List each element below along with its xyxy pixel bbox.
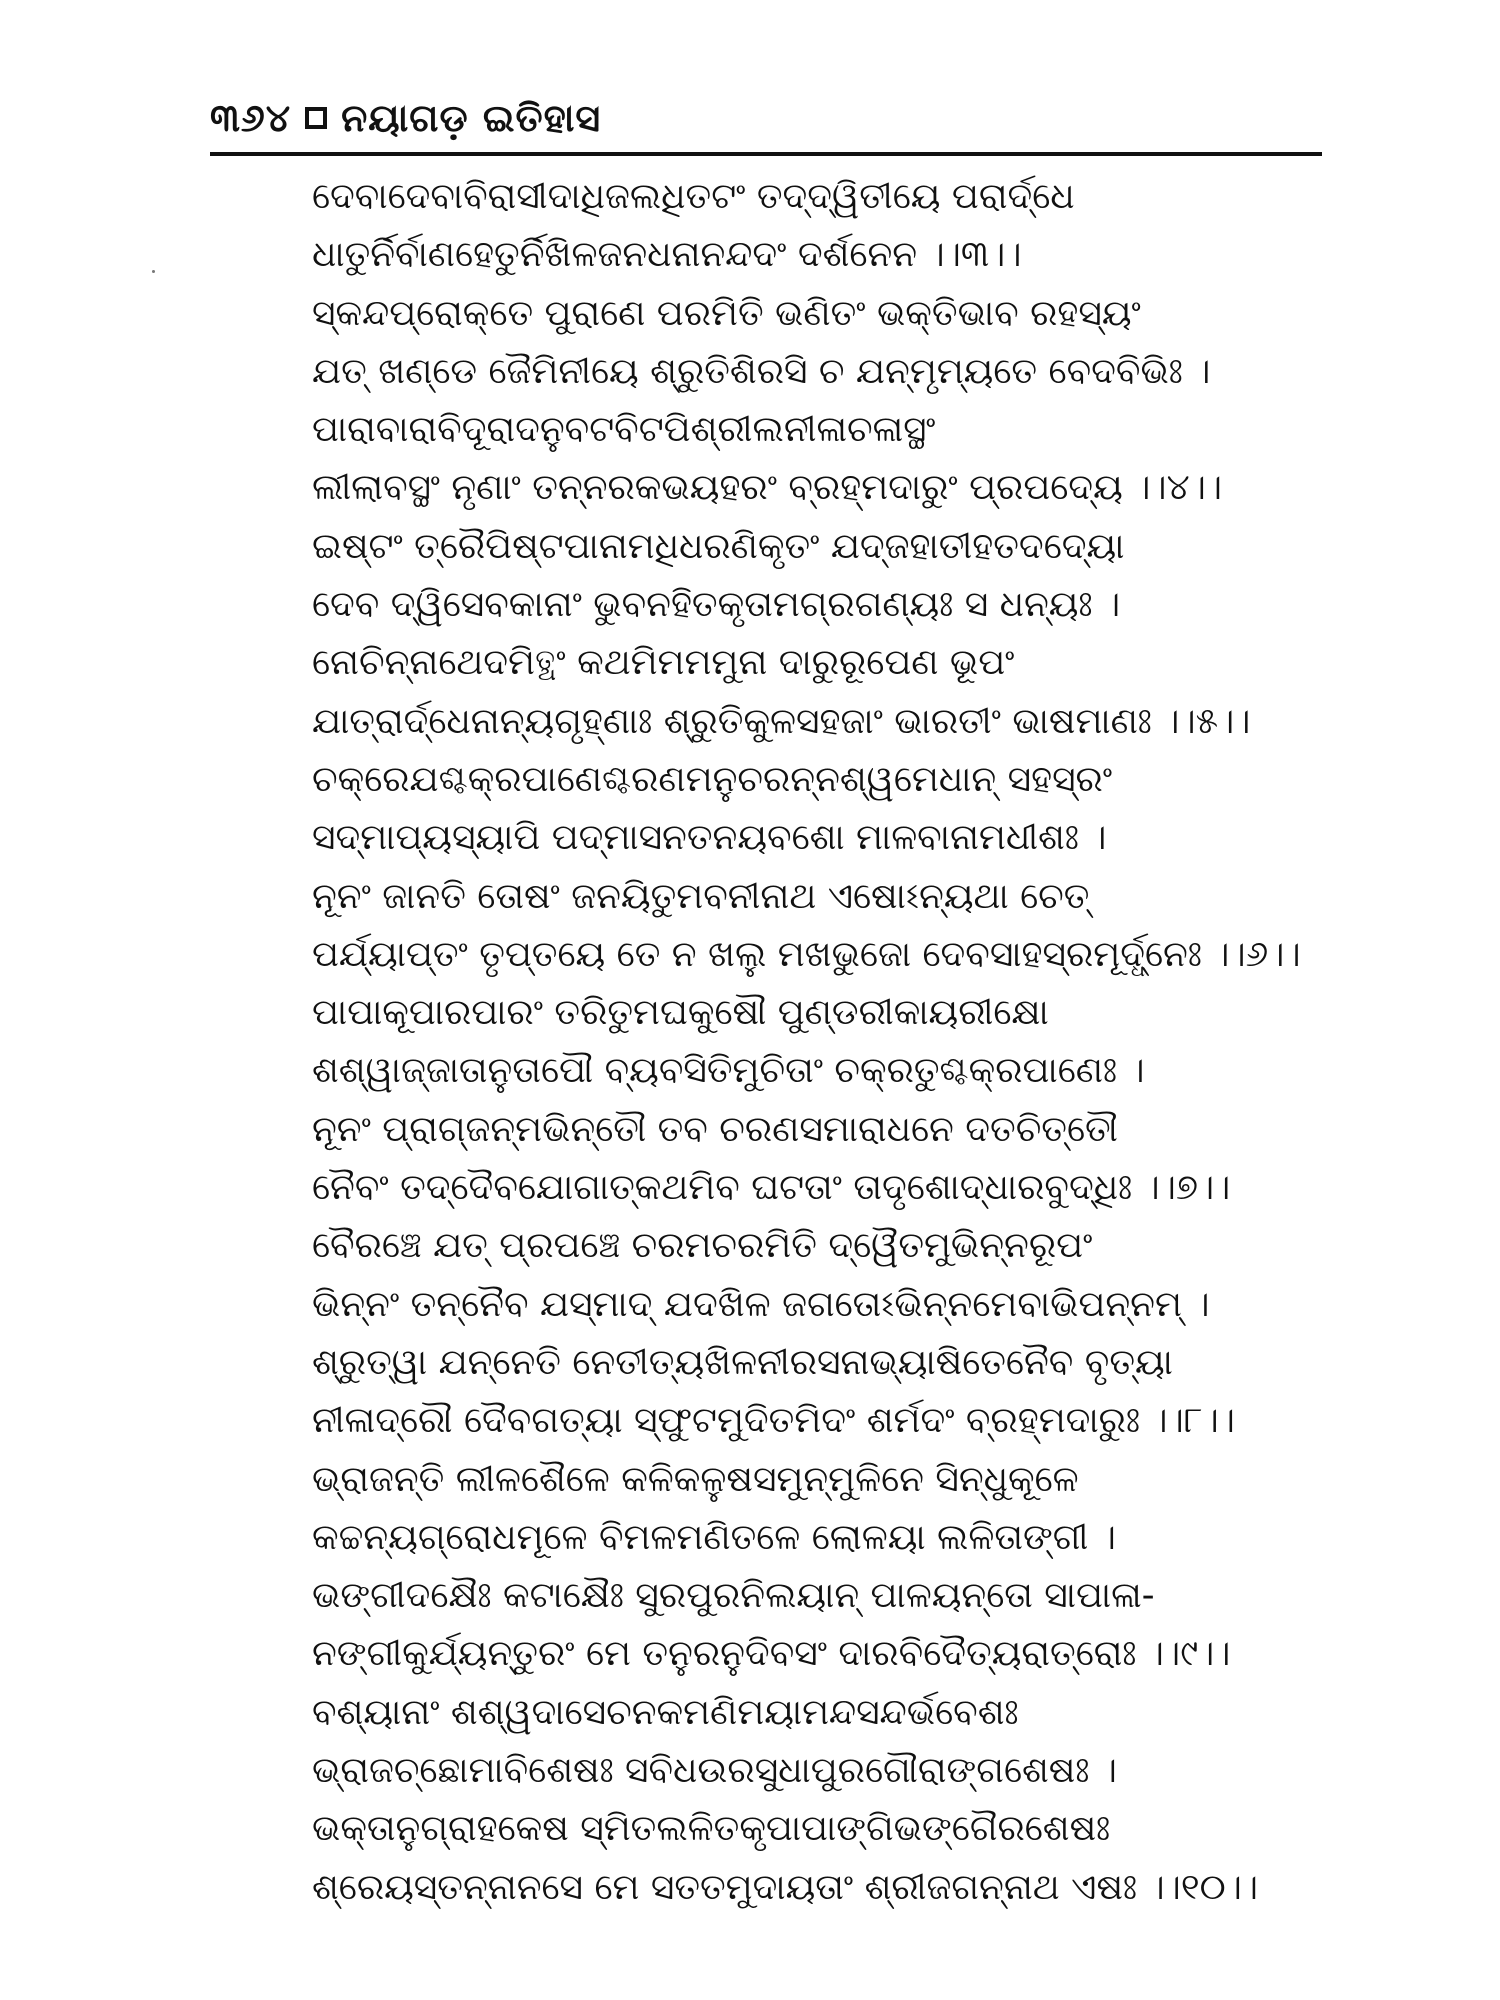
verse-line: ଭକ୍ତାନୁଗ୍ରାହକେଷ ସ୍ମିତଲଳିତକୃପାପାଙ୍ଗିଭଙ୍ଗୈରଶେଷଃ [312, 1808, 1111, 1850]
verse-block [312, 168, 1312, 1917]
verse-line: ଶ୍ରୁତ୍ୱା ଯନ୍ନେତି ନେତୀତ୍ୟଖିଳନୀରସନାଭ୍ୟାଷିତେନୈବ ବୃତ୍ୟା [312, 1341, 1173, 1383]
verse-line: ଭଙ୍ଗୀଦକ୍ଷୈଃ କଟାକ୍ଷୈଃ ସୁରପୁରନିଲୟାନ୍ ପାଳୟନ୍ତୋ ସାପାଳା- [312, 1575, 1155, 1617]
verse-line: ବଶ୍ୟାନାଂ ଶଶ୍ୱଦାସେଚନକମଣିମୟାମନ୍ଦସନ୍ଦର୍ଭବେଶଃ [312, 1691, 1019, 1733]
verse-line: ଧାତୁର୍ନିର୍ବାଣହେତୁର୍ନିଖିଳଜନଧନାନନ୍ଦଦଂ ଦର୍ଶନେନ ।।୩।। [312, 234, 1022, 276]
verse-line: ନୀଳାଦ୍ରୌ ଦୈବଗତ୍ୟା ସ୍ଫୁଟମୁଦିତମିଦଂ ଶର୍ମଦଂ ବ୍ରହ୍ମଦାରୁଃ ।।୮।। [312, 1400, 1235, 1442]
verse-line: ଯାତ୍ରାର୍ଦ୍ଧେନାନ୍ୟଗୃହ୍ଣାଃ ଶ୍ରୁତିକୁଳସହଜାଂ ଭାରତୀଂ ଭାଷମାଣଃ ।।୫।। [312, 700, 1251, 742]
verse-line: ନୈବଂ ତଦ୍‌ଦୈବଯୋଗାତ୍କଥମିବ ଘଟତାଂ ତାଦୃଶୋଦ୍ଧାରବୁଦ୍ଧିଃ ।।୭।। [312, 1167, 1231, 1209]
page-number: ୩୬୪ [210, 95, 292, 140]
square-separator-icon [305, 107, 327, 129]
page-speck [152, 270, 155, 273]
running-header [210, 88, 601, 148]
verse-line: ଭ୍ରାଜନ୍ତି ଲୀଳଶୈଳେ କଳିକଳୁଷସମୁନ୍ମୁଳିନେ ସିନ୍ଧୁକୂଳେ [312, 1458, 1079, 1500]
verse-line: ଲୀଲାବସ୍ଥଂ ନୃଣାଂ ତନ୍ନରକଭୟହରଂ ବ୍ରହ୍ମଦାରୁଂ ପ୍ରପଦ୍ୟେ ।।୪।। [312, 467, 1223, 509]
verse-line: ପାରାବାରାବିଦୂରାଦନୁବଟବିଟପିଶ୍ରୀଲନୀଳାଚଳାସ୍ଥଂ [312, 409, 936, 451]
verse-line: ନୂନଂ ଜାନତି ତୋଷଂ ଜନୟିତୁମବନୀନାଥ ଏଷୋଽନ୍ୟଥା ଚେତ୍ [312, 875, 1090, 917]
header-rule [210, 152, 1322, 156]
verse-line: ଶଶ୍ୱାଜ୍ଜାତାନୁତାପୌ ବ୍ୟବସିତିମୁଚିତାଂ ଚକ୍ରତୁଶ୍ଚକ୍ରପାଣେଃ । [312, 1050, 1145, 1092]
verse-line: ନୋଚିନ୍ନାଥେଦମିତ୍ଥଂ କଥମିମମମୁନା ଦାରୁରୂପେଣ ଭୂପଂ [312, 642, 1015, 684]
verse-line: ଭିନ୍ନଂ ତନ୍ନୈବ ଯସ୍ମାଦ୍ ଯଦଖିଳ ଜଗତୋଽଭିନ୍ନମେବାଭିପନ୍ନମ୍ । [312, 1283, 1210, 1325]
verse-line: ପର୍ଯ୍ୟାପ୍ତଂ ତୃପ୍ତୟେ ତେ ନ ଖଲୁ ମଖଭୁଜୋ ଦେବସାହସ୍ରମୂର୍ଦ୍ଧ୍ନେଃ ।।୬।। [312, 933, 1301, 975]
verse-line: ଯତ୍ ଖଣ୍ଡେ ଜୈମିନୀୟେ ଶ୍ରୁତିଶିରସି ଚ ଯନ୍ମୃମ୍ୟତେ ବେଦବିଭିଃ । [312, 350, 1211, 392]
verse-line: ଇଷ୍ଟଂ ତ୍ରୈପିଷ୍ଟପାନାମଧିଧରଣିକୃତଂ ଯଦ୍‌ଜହାତୀହତଦଦ୍ୟୋ [312, 525, 1125, 567]
verse-line: ନୂନଂ ପ୍ରାଗ୍‌ଜନ୍ମଭିନ୍ତୌ ତବ ଚରଣସମାରାଧନେ ଦତଚିତ୍ତୌ [312, 1108, 1118, 1150]
verse-line: ନଙ୍ଗୀକୁର୍ଯ୍ୟନ୍ତୁରଂ ମେ ତନୁରନୁଦିବସଂ ଦାରବିଦୈତ୍ୟରାତ୍ରୋଃ ।।୯।। [312, 1633, 1231, 1675]
verse-line: ପାପାକୂପାରପାରଂ ତରିତୁମଘକୁଷୌ ପୁଣ୍ଡରୀକାୟରୀକ୍ଷୋ [312, 992, 1049, 1034]
verse-line: ଦେବ ଦ୍ୱିସେବକାନାଂ ଭୁବନହିତକୃତାମଗ୍ରଗଣ୍ୟଃ ସ ଧନ୍ୟଃ । [312, 584, 1121, 626]
verse-line: ଦେବାଦେବାବିରାସୀଦାଧିଜଲଧିତଟଂ ତଦ୍‌ଦ୍ୱିତୀୟେ ପରାର୍ଦ୍ଧେ [312, 176, 1075, 217]
verse-line: ଶ୍ରେୟସ୍ତନ୍ନାନସେ ମେ ସତତମୁଦାୟତାଂ ଶ୍ରୀଜଗନ୍ନାଥ ଏଷଃ ।।୧୦।। [312, 1866, 1259, 1908]
book-title: ନୟାଗଡ଼ ଇତିହାସ [341, 95, 602, 140]
verse-line: ଚକ୍ରେଯଶ୍ଚକ୍ରପାଣେଶ୍ଚରଣମନୁଚରନ୍ନଶ୍ୱମେଧାନ୍ ସହସ୍ରଂ [312, 758, 1113, 800]
verse-line: କଚ୍ଚନ୍ୟଗ୍ରୋଧମୂଳେ ବିମଳମଣିତଳେ ଲୋଳୟା ଲଳିତାଙ୍ଗୀ । [312, 1516, 1116, 1558]
verse-line: ଭ୍ରାଜଚ୍ଛୋମାବିଶେଷଃ ସବିଧଉରସୁଧାପୁରଗୌରାଙ୍ଗଶେଷଃ । [312, 1750, 1117, 1792]
verse-line: ବୈରଞ୍ଚେ ଯତ୍ ପ୍ରପଞ୍ଚେ ଚରମଚରମିତି ଦ୍ୱୈତମୁଭିନ୍ନରୂପଂ [312, 1225, 1093, 1267]
verse-line: ସ୍କନ୍ଦପ୍ରୋକ୍ତେ ପୁରାଣେ ପରମିତି ଭଣିତଂ ଭକ୍ତିଭାବ ରହସ୍ୟଂ [312, 292, 1141, 334]
verse-line: ସଦ୍ମାପ୍ୟସ୍ୟାପି ପଦ୍ମାସନତନୟବଶୋ ମାଳବାନାମଧୀଶଃ । [312, 817, 1107, 859]
